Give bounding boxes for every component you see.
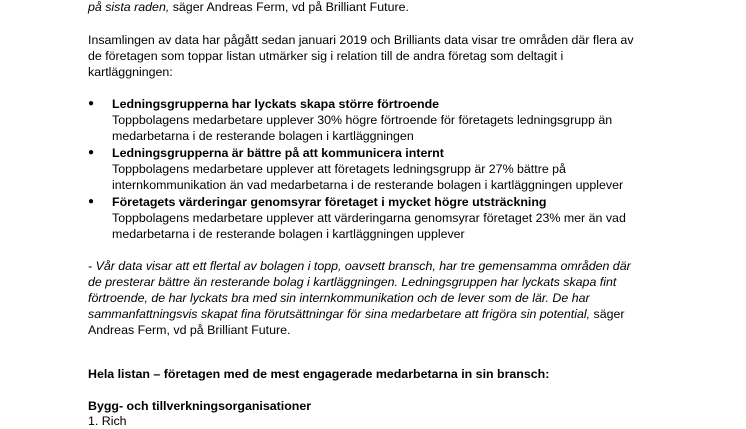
bullet-text: internkommunikation än vad medarbetarna i de resterande bolagen i kartläggningen upplever: [112, 178, 624, 192]
bullet-text: Toppbolagens medarbetare upplever att företagets ledningsgrupp är 27% bättre på: [112, 162, 566, 176]
quote-tail: säger: [590, 307, 625, 321]
bullet-icon: ●: [88, 147, 95, 158]
quote-line: - Vår data visar att ett flertal av bolagen i topp, oavsett bransch, har tre gemensamma områden där: [88, 259, 631, 273]
intro-quote-line: [88, 0, 409, 15]
bullet-icon: ●: [88, 196, 95, 207]
list-heading: Hela listan – företagen med de mest engagerade medarbetarna in sin bransch:: [88, 367, 550, 381]
category-heading: Bygg- och tillverkningsorganisationer: [88, 399, 312, 413]
bullet-text: medarbetarna i de resterande bolagen i kartläggningen: [112, 129, 414, 143]
quote-line: de presterar bättre än resterande bolag i kartläggningen. Ledningsgruppen har lyckats skapa fint: [88, 275, 617, 289]
list-item: 1. Rich: [88, 414, 127, 428]
paragraph-line: kartläggningen:: [88, 65, 173, 79]
paragraph-line: Insamlingen av data har pågått sedan januari 2019 och Brilliants data visar tre områden där flera av: [88, 33, 634, 47]
bullet-heading: Företagets värderingar genomsyrar företaget i mycket högre utsträckning: [112, 195, 547, 209]
bullet-icon: ●: [88, 98, 95, 109]
bullet-heading: Ledningsgrupperna har lyckats skapa större förtroende: [112, 97, 440, 111]
paragraph-line: de företagen som toppar listan utmärker sig i relation till de andra företag som deltagit i: [88, 49, 564, 63]
quote-attribution: Andreas Ferm, vd på Brilliant Future.: [88, 323, 291, 337]
quote-line: [88, 306, 625, 322]
bullet-text: medarbetarna i de resterande bolagen i kartläggningen upplever: [112, 227, 465, 241]
bullet-heading: Ledningsgrupperna är bättre på att kommunicera internt: [112, 146, 444, 160]
bullet-text: Toppbolagens medarbetare upplever att värderingarna genomsyrar företaget 23% mer än vad: [112, 211, 626, 225]
intro-quote-italic: på sista raden,: [88, 0, 170, 14]
intro-quote-attribution: säger Andreas Ferm, vd på Brilliant Future.: [169, 0, 409, 14]
quote-line-italic: sammanfattningsvis skapat fina förutsättningar för sina medarbetare att frigöra sin potential,: [88, 307, 591, 321]
quote-line: förtroende, de har lyckats bra med sin internkommunikation och de lever som de lär. De har: [88, 291, 590, 305]
bullet-text: Toppbolagens medarbetare upplever 30% högre förtroende för företagets ledningsgrupp än: [112, 113, 613, 127]
